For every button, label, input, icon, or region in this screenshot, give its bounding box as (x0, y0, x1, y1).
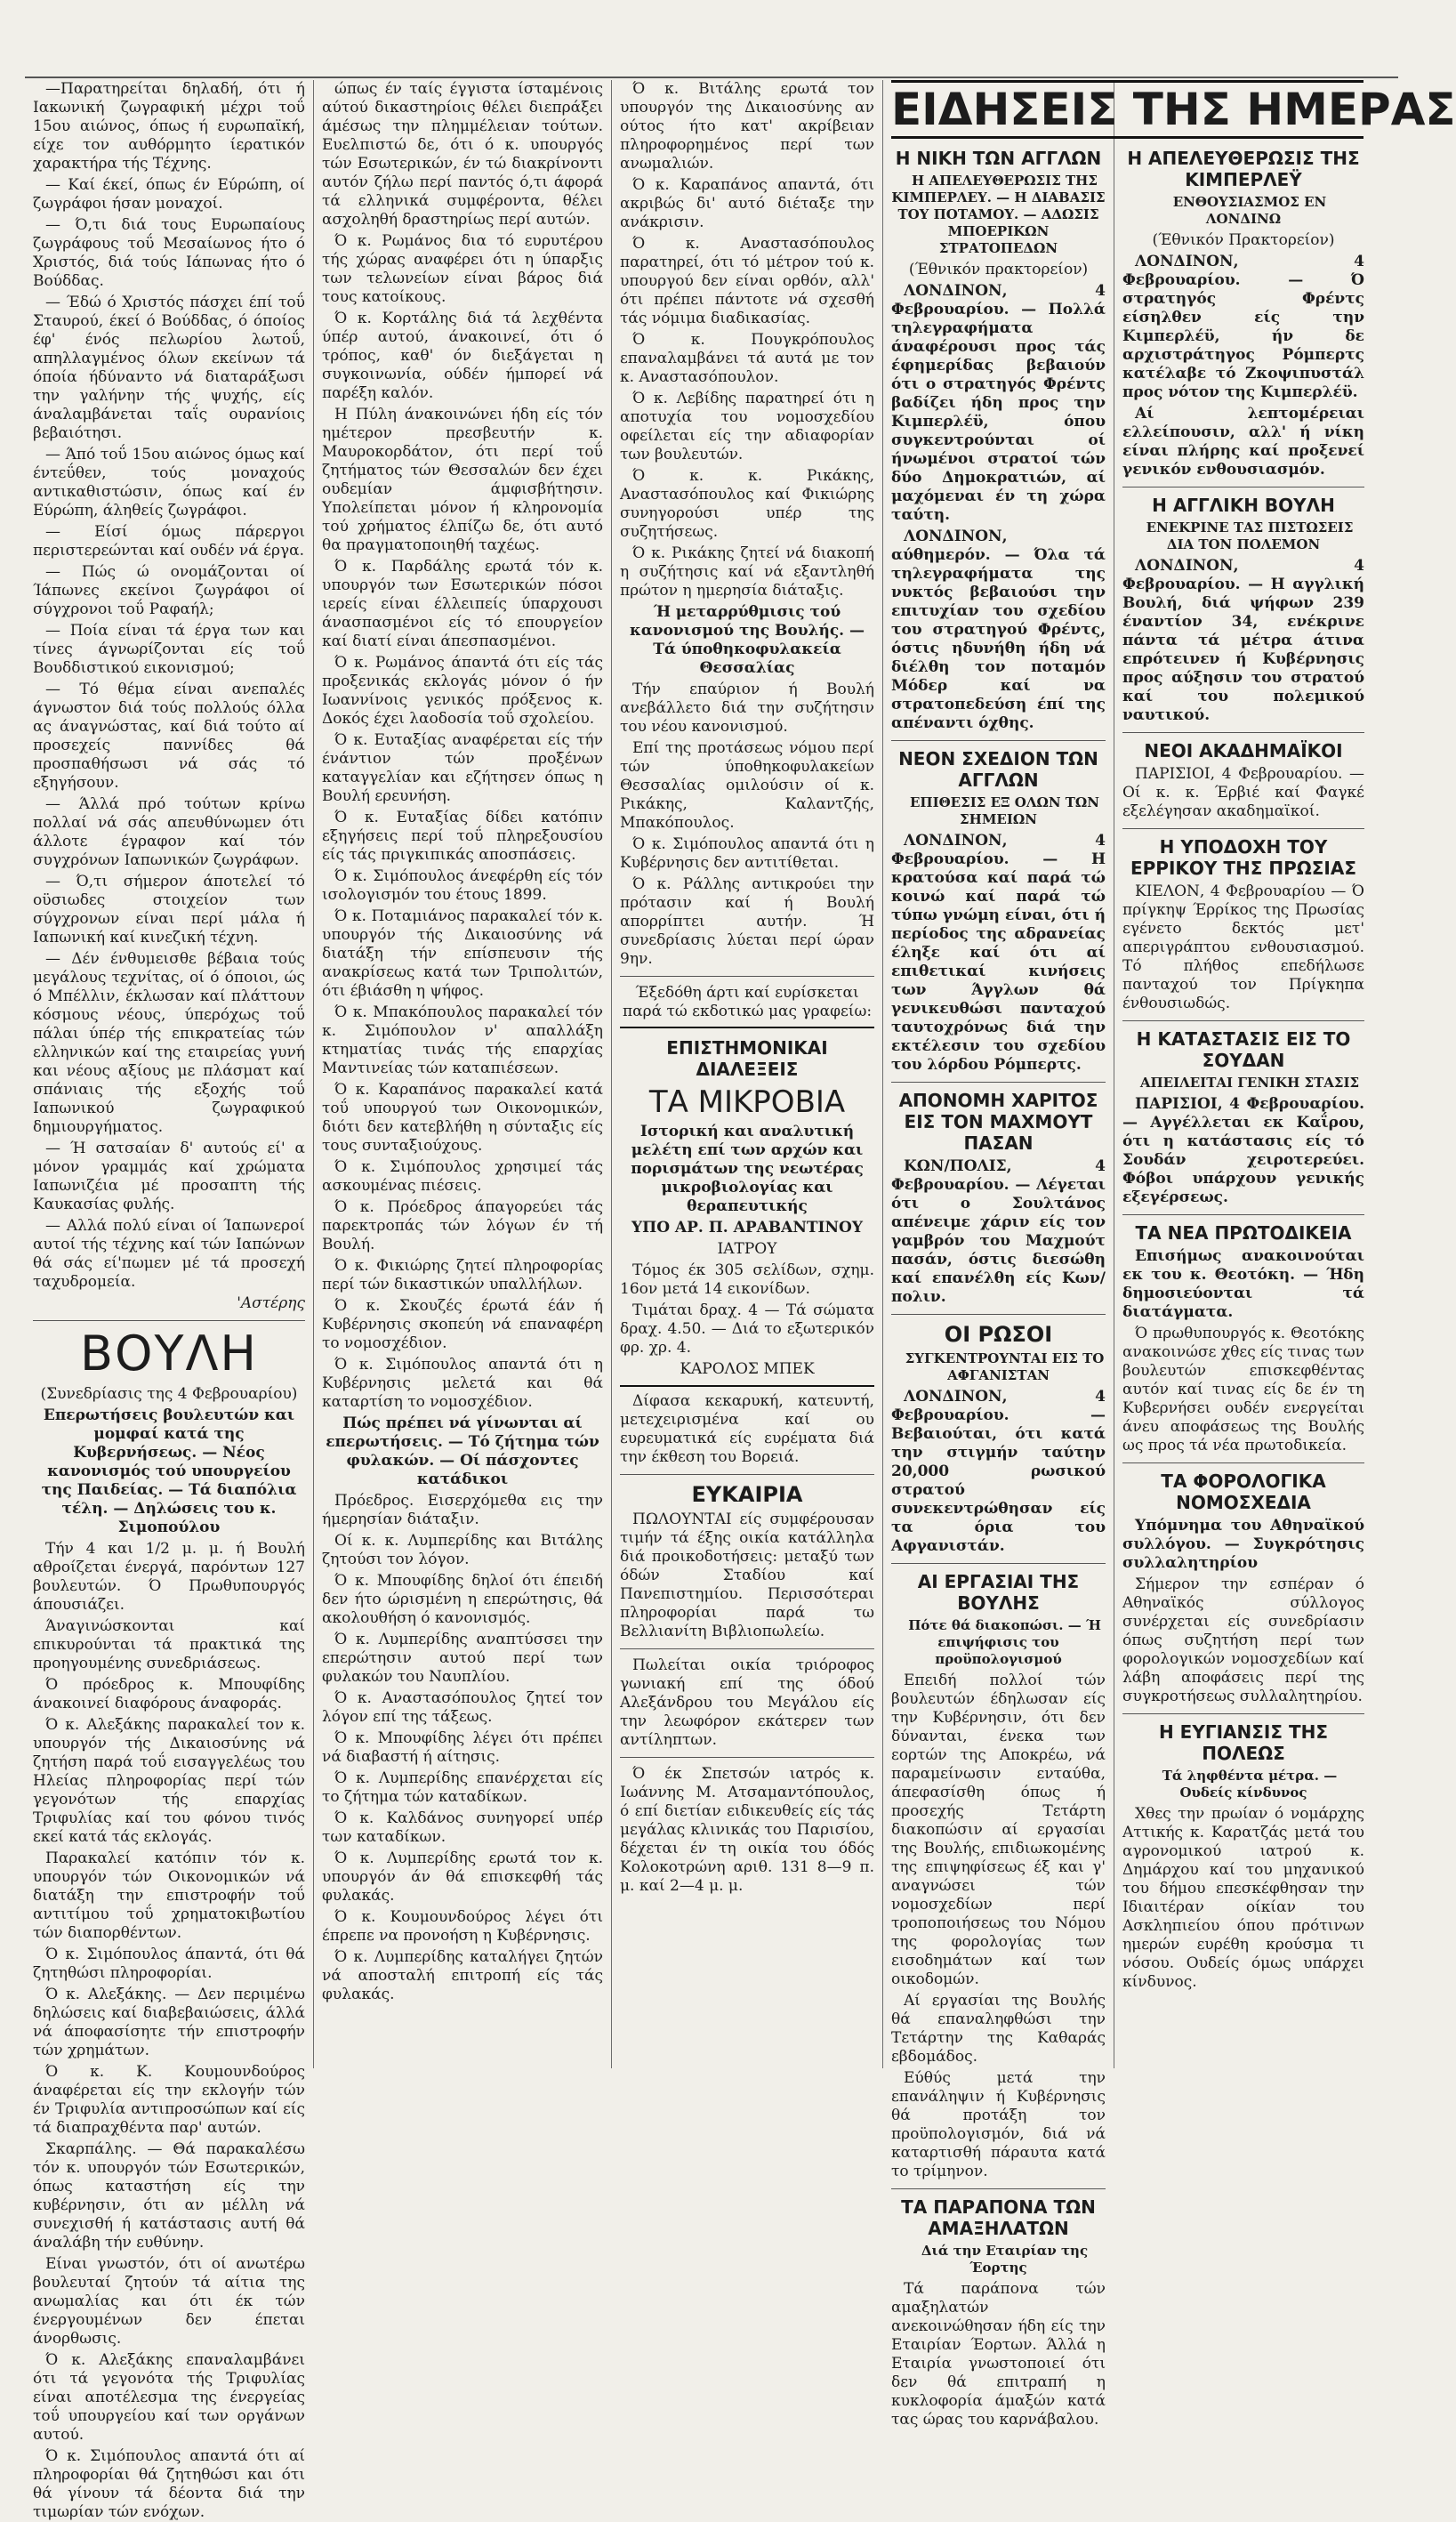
microbes-subtitle: Ιστορική και αναλυτική μελέτη επί των αρχών και πορισμάτων της νεωτέρας μικροβιολογίας και θεραπευτικής (631, 1123, 864, 1215)
paragraph: — Αλλά πολύ είναι οί Ίαπωνεροί αυτοί τής τέχνης καί τών Ιαπώνων θά σάς εί'πωμεν μέ τά προσεχή ταχυδρομεία. (33, 1217, 305, 1291)
columns (25, 80, 1456, 2521)
column-5 (1114, 80, 1372, 2068)
divider (1122, 732, 1364, 733)
news-heading-1: Η ΝΙΚΗ ΤΩΝ ΑΓΓΛΩΝ (895, 148, 1102, 169)
paragraph: Παρακαλεί κατόπιν τόν κ. υπουργόν τών Οικονομικών νά διατάξη την επιστροφήν τοΰ αντιτίμου τοΰ χρηματοκιβωτίου τών διαπορθέντων. (33, 1849, 305, 1942)
paragraph: Ό πρόεδρος κ. Μπουφίδης άνακοινεί διαφόρους άναφοράς. (33, 1676, 305, 1712)
paragraph: Είναι γνωστόν, ότι οί ανωτέρω βουλευταί ζητούν τά αίτια της ανωμαλίας και ότι έκ τών ένεργουμένων δεν έπεται άνορθωσις. (33, 2255, 305, 2348)
news-sub-4: ΣΥΓΚΕΝΤΡΟΥΝΤΑΙ ΕΙΣ ΤΟ ΑΦΓΑΝΙΣΤΑΝ (905, 1350, 1105, 1383)
ads-heading: ΕΥΚΑΙΡΙΑ (691, 1482, 803, 1507)
paragraph: Σκαρπάλης. — Θά παρακαλέσω τόν κ. υπουργόν τών Εσωτερικών, όπως καταστήση είς την κυβέρνησιν, ότι αν μέλλη νά συνεχισθή ή κατάστασις αυτή θά άναλάβη τήν ευθύνην. (33, 2140, 305, 2252)
news-p8: Εύθύς μετά την επανάληψιν ή Κυβέρνησις θά προτάξη τον προϋπολογισμόν, διά νά καταρτισθή πάραυτα κατά το τρίμηνον. (891, 2069, 1106, 2180)
paragraph: Ό κ. Σιμόπουλος χρησιμεί τάς ασκουμένας πιέσεις. (322, 1158, 603, 1195)
paragraph: Ό κ. Σιμόπουλος απαντά ότι η Κυβέρνησις δεν αντιτίθεται. (620, 835, 874, 872)
col3-articles-2 (620, 681, 874, 969)
news5-sub-8: Τά ληφθέντα μέτρα. — Ουδείς κίνδυνος (1162, 1768, 1338, 1801)
divider (620, 1474, 874, 1475)
divider (891, 1563, 1106, 1564)
col2-articles-2 (322, 1492, 603, 2004)
news-heading-4: ΟΙ ΡΩΣΟΙ (944, 1322, 1053, 1347)
news-sub-1: Η ΑΠΕΛΕΥΘΕΡΩΣΙΣ ΤΗΣ ΚΙΜΠΕΡΛΕΥ. — Η ΔΙΑΒΑΣΙΣ ΤΟΥ ΠΟΤΑΜΟΥ. — ΑΔΩΣΙΣ ΜΠΟΕΡΙΚΩΝ ΣΤΡΑΤΟΠΕΔΩΝ (891, 173, 1106, 256)
paragraph: — Τό θέμα είναι ανεπαλές άγνωστον διά τούς πολλούς όλλα ας άναγνώστας, καί διά τούτο αί προσεχείς παννίδες θά προσπαθήσωσι νά σάς τό εξηγήσουν. (33, 681, 305, 792)
news5-heading-6: ΤΑ ΝΕΑ ΠΡΩΤΟΔΙΚΕΙΑ (1135, 1222, 1352, 1244)
news5-heading-2: Η ΑΓΓΛΙΚΗ ΒΟΥΛΗ (1152, 495, 1335, 516)
paragraph: Ό κ. Ποταμιάνος παρακαλεί τόν κ. υπουργόν τής Δικαιοσύνης νά διατάξη τήν επίσπευσιν τής ανακρίσεως κατά των Τριπολιτών, ότι έβιάσθη η ψήφος. (322, 907, 603, 1000)
paragraph: Ό κ. Σιμόπουλος απαντά ότι η Κυβέρνησις μελετά και θά καταρτίση το νομοσχέδιον. (322, 1356, 603, 1411)
book-notice: Έξεδόθη άρτι καί ευρίσκεται παρά τώ εκδοτικώ μας γραφείω: (622, 984, 873, 1020)
news5-heading-4: Η ΥΠΟΔΟΧΗ ΤΟΥ ΕΡΡΙΚΟΥ ΤΗΣ ΠΡΩΣΙΑΣ (1130, 836, 1356, 879)
paragraph: Ό κ. Ευταξίας αναφέρεται είς τήν ένάντιον τών προξένων καταγγελίαν και εζήτησεν όπως η Βουλή ερευνήση. (322, 731, 603, 805)
paragraph: Ό κ. Φικιώρης ζητεί πληροφορίας περί τών δικαστικών υπαλλήλων. (322, 1257, 603, 1293)
signature: 'Αστέρης (237, 1294, 305, 1312)
news-sub-2: ΕΠΙΘΕΣΙΣ ΕΞ ΟΛΩΝ ΤΩΝ ΣΗΜΕΙΩΝ (910, 794, 1099, 827)
news5-heading-5: Η ΚΑΤΑΣΤΑΣΙΣ ΕΙΣ ΤΟ ΣΟΥΔΑΝ (1136, 1028, 1351, 1071)
paragraph: Ό κ. Ευταξίας δίδει κατόπιν εξηγήσεις περί τοΰ πληρεξουσίου είς τάς πριγκιπικάς αποσπάσεις. (322, 809, 603, 864)
paragraph: — Έδώ ό Χριστός πάσχει έπί τοΰ Σταυρού, έκεί ό Βούδδας, ό όποίος έφ' ένός πελωρίου λωτοΰ, απηλλαγμένος όλων εκείνων τά όποία ήδύναντο νά διαταράξωσι την γαλήνην τής ψυχής, είς άναλαμβάνεται ταΐς ουρανίοις βεβαιότησι. (33, 294, 305, 442)
book-price: Τιμάται δραχ. 4 — Τά σώματα δραχ. 4.50. — Διά το εξωτερικόν φρ. χρ. 4. (620, 1301, 874, 1357)
news5-p3: ΛΟΝΔΙΝΟΝ, 4 Φεβρουαρίου. — Η αγγλική Βουλή, διά ψήφων 239 έναντίον 34, ενέκρινε πάντα τά μέτρα άτινα επρότεινεν ή Κυβέρνησις προς αύξησιν του στρατού καί του πολεμικού ναυτικού. (1122, 557, 1364, 724)
paragraph: Ό κ. Μπουφίδης λέγει ότι πρέπει νά διαβαστή ή αίτησις. (322, 1729, 603, 1766)
paragraph: Ό κ. Λεβίδης παρατηρεί ότι η αποτυχία του νομοσχεδίου οφείλεται είς την αδιαφορίαν των βουλευτών. (620, 390, 874, 463)
column-2 (314, 80, 612, 2068)
news5-heading-8: Η ΕΥΓΙΑΝΣΙΣ ΤΗΣ ΠΟΛΕΩΣ (1158, 1721, 1329, 1764)
paragraph: Τήν επαύριον ή Βουλή ανεβάλλετο διά την συζήτησιν του νέου κανονισμού. (620, 681, 874, 736)
paragraph: — Ό,τι διά τους Ευρωπαίους ζωγράφους τοΰ Μεσαίωνος ήτο ό Χριστός, διά τούς Ιάπωνας ήτο ό Βούδδας. (33, 216, 305, 290)
news5-sub-2: ΕΝΕΚΡΙΝΕ ΤΑΣ ΠΙΣΤΩΣΕΙΣ ΔΙΑ ΤΟΝ ΠΟΛΕΜΟΝ (1146, 520, 1354, 552)
paragraph: Ό κ. Ρωμάνος δια τό ευρυτέρου τής χώρας αναφέρει ότι η ύπαρξις των τελωνείων είναι βάρος διά τους κατοίκους. (322, 232, 603, 306)
divider (620, 1648, 874, 1649)
ads-text: ΠΩΛΟΥΝΤΑΙ είς συμφέρουσαν τιμήν τά έξης οικία κατάλληλα διά προικοδοτήσεις: μεταξύ των όδών Σταδίου καί Πανεπιστημίου. Περισσότεραι πληροφορίαι παρά τω Βελλιανίτη Βιβλιοπωλείω. (620, 1511, 874, 1640)
divider (891, 2188, 1106, 2189)
microbes-title: ΤΑ ΜΙΚΡΟΒΙΑ (648, 1084, 846, 1120)
news5-p7: Επισήμως ανακοινούται εκ του κ. Θεοτόκη. — Ήδη δημοσιεύονται τά διατάγματα. (1122, 1247, 1364, 1321)
col3-articles (620, 80, 874, 600)
paragraph: Ό κ. Ρικάκης ζητεί νά διακοπή η συζήτησις καί νά εξαντληθή πρώτον η ημερησία διάταξις. (620, 544, 874, 600)
divider (891, 740, 1106, 741)
paragraph: Ό κ. Κορτάλης διά τά λεχθέντα ύπέρ αυτού, άνακοινεί, ότι ό τρόπος, καθ' όν διεξάγεται η συγκοινωνία, ούδέν ήμπορεί νά παρέξη καλόν. (322, 310, 603, 402)
news-p9: Τά παράπονα τών αμαξηλατών ανεκοινώθησαν ήδη είς την Εταιρίαν Έορτων. Άλλά η Εταιρία γνωστοποιεί ότι δεν θά επιτραπή η κυκλοφορία άμαξών κατά τας ώρας του καρνάβαλου. (891, 2280, 1106, 2429)
news-heading-2: ΝΕΟΝ ΣΧΕΔΙΟΝ ΤΩΝ ΑΓΓΛΩΝ (898, 748, 1098, 791)
ad-notice: Δίφασα κεκαρυκή, κατευντή, μετεχειρισμένα καί ου ευρευματικά είς ευρέματα διά την έκθεση του Βορειά. (620, 1392, 874, 1466)
divider (1122, 1020, 1364, 1021)
news5-p8: Ό πρωθυπουργός κ. Θεοτόκης ανακοινώσε χθες είς τινας των βουλευτών επισκεφθέντας αυτόν καί τινας είς δε έν τη Κυβερνήσει ουδέν ενεργείται άνευ αποφάσεως της Βουλής ως προς τά νέα πρωτοδικεία. (1122, 1325, 1364, 1454)
news5-p2: Αί λεπτομέρειαι ελλείπουσιν, αλλ' ή νίκη είναι πλήρης καί προξενεί γενικόν ενθουσιασμόν. (1122, 405, 1364, 479)
paragraph: Ό κ. Σιμόπουλος απαντά ότι αί πληροφορίαι θά ζητηθώσι και ότι θά γίνουν τά δέοντα διά την τιμωρίαν τών ενόχων. (33, 2447, 305, 2521)
news5-p1: ΛΟΝΔΙΝΟΝ, 4 Φεβρουαρίου. — Ό στρατηγός Φρέντς είσηλθεν είς την Κιμπερλέϋ, ήν δε αρχιστράτηγος Ρόμπερτς κατέλαβε τό Ζκοψιπυστάλ προς νότον της Κιμπερλέϋ. (1122, 253, 1364, 401)
paragraph: Ό κ. Αλεξάκης επαναλαμβάνει ότι τά γεγονότα τής Τριφυλίας είναι αποτέλεσμα της ένεργείας τοΰ υπουργείου καί των οργάνων αυτού. (33, 2351, 305, 2444)
paragraph: Ό κ. Ράλλης αντικρούει την πρότασιν καί ή Βουλή απορρίπτει αυτήν. Ή συνεδρίασις λύεται περί ώραν 9ην. (620, 875, 874, 968)
news-p2: ΛΟΝΔΙΝΟΝ, αύθημερόν. — Όλα τά τηλεγραφήματα της νυκτός βεβαιούσι την επιτυχίαν του σχεδίου του στρατηγού Φρέντς, όστις ηδυνήθη ήδη νά διέλθη τον ποταμόν Μόδερ καί να στρατοπεδεύση έπί της απέναντι όχθης. (891, 528, 1106, 732)
vouli-title: ΒΟΥΛΗ (79, 1325, 259, 1382)
paragraph: Ό κ. Σιμόπουλος άνεφέρθη είς τόν ισολογισμόν του έτους 1899. (322, 867, 603, 904)
news5-p11: Χθες την πρωίαν ό νομάρχης Αττικής κ. Καρατζάς μετά του αγρονομικού ιατρού κ. Δημάρχου καί του μηχανικού του δήμου επεσκέφθησαν την Ιδιαιτέραν οίκίαν του Ασκληπιείου όπου πρότινων ημερών ευρέθη κρούσμα τι νόσου. Ουδείς όμως υπάρχει κίνδυνος. (1122, 1805, 1364, 1991)
paragraph: — Ποία είναι τά έργα των και τίνες άγνωρίζονται είς τοΰ Βουδδιστικού εικονισμού; (33, 622, 305, 677)
news-p4: ΚΩΝ/ΠΟΛΙΣ, 4 Φεβρουαρίου. — Λέγεται ότι ο Σουλτάνος απένειμε χάριν είς τον γαμβρόν του Μαχμούτ πασάν, όστις διεσώθη καί επανέλθη είς Κων/πολιν. (891, 1157, 1106, 1306)
news5-src-1: (Έθνικόν Πρακτορείον) (1152, 231, 1335, 249)
divider (1122, 1214, 1364, 1215)
paragraph: Ό κ. Κουμουνδούρος λέγει ότι έπρεπε να προνοήση η Κυβέρνησις. (322, 1908, 603, 1945)
paragraph: Ό κ. Αναστασόπουλος ζητεί τον λόγον επί της τάξεως. (322, 1689, 603, 1726)
paragraph: Ό κ. Βιτάλης ερωτά τον υπουργόν της Δικαιοσύνης αν ούτος ήτο κατ' ακρίβειαν πληροφορημένος περί των ανωμαλιών. (620, 80, 874, 173)
paragraph: Ό κ. Μπακόπουλος παρακαλεί τόν κ. Σιμόπουλον ν' απαλλάξη κτηματίας τινάς τής επαρχίας Μαντινείας τών καταπιέσεων. (322, 1003, 603, 1077)
column-1 (25, 80, 314, 2521)
book-ad (620, 1027, 874, 1387)
author-role: ΙΑΤΡΟΥ (717, 1240, 777, 1258)
publisher: ΚΑΡΟΛΟΣ ΜΠΕΚ (680, 1360, 815, 1378)
paragraph: Ό κ. Αλεξάκης παρακαλεί τον κ. υπουργόν τής Δικαιοσύνης νά ζητήση παρά τοΰ εισαγγελέως του Ηλείας πληροφορίας περί τών γεγονότων τής επαρχίας Τριφυλίας καί του φόνου τινός εκεί κατά τάς εκλογάς. (33, 1716, 305, 1846)
paragraph: Ό κ. Πρόεδρος άπαγορεύει τάς παρεκτροπάς τών λόγων έν τή Βουλή. (322, 1198, 603, 1253)
vouli-subtitle: Επερωτήσεις βουλευτών και μομφαί κατά της Κυβερνήσεως. — Νέος κανονισμός τού υπουργείου της Παιδείας. — Τά διαπόλια τέλη. — Δηλώσεις του κ. Σιμοπούλου (41, 1406, 297, 1536)
col1-articles (33, 80, 305, 1292)
top-rule (25, 77, 1398, 78)
paragraph: — Δέν ένθυμεισθε βέβαια τούς μεγάλους τεχνίτας, οί ό όποιοι, ώς ό Μπέλλιν, έκλωσαν καί πλάττουν κόσμους νέους, ύπερόχως τοΰ πάλαι ύπέρ τής επικρατείας τών ελληνικών καί της εταιρείας γυνή και νέους αξίους με πλάσματ καί σπάνιαις τής εξοχής τοΰ Ιαπωνικού ζωγραφικού δημιουργήματος. (33, 950, 305, 1136)
paragraph: — Καί έκεί, όπως έν Εύρώπη, οί ζωγράφοι ήσαν μοναχοί. (33, 176, 305, 213)
paragraph: Ό κ. Λυμπερίδης επανέρχεται είς το ζήτημα τών καταδίκων. (322, 1769, 603, 1806)
divider (620, 976, 874, 977)
paragraph: Ό κ. Λυμπερίδης αναπτύσσει την επερώτησιν αυτού περί των φυλακών του Ναυπλίου. (322, 1631, 603, 1686)
paragraph: Ό κ. Αλεξάκης. — Δεν περιμένω δηλώσεις καί διαβεβαιώσεις, άλλά νά άποφασίσητε τήν επιστροφήν τών χρημάτων. (33, 1986, 305, 2059)
paragraph: Ό κ. Μπουφίδης δηλοί ότι έπειδή δεν ήτο ώρισμένη η επερώτησις, θά ακολουθήση ό κανονισμός. (322, 1572, 603, 1627)
paragraph: Πρόεδρος. Εισερχόμεθα εις την ήμερησίαν διάταξιν. (322, 1492, 603, 1528)
news-heading-5: ΑΙ ΕΡΓΑΣΙΑΙ ΤΗΣ ΒΟΥΛΗΣ (917, 1571, 1080, 1614)
session-line: (Συνεδρίασις της 4 Φεβρουαρίου) (40, 1385, 298, 1403)
news-masthead: ΕΙΔΗΣΕΙΣ ΤΗΣ ΗΜΕΡΑΣ (891, 80, 1363, 139)
news5-heading-3: ΝΕΟΙ ΑΚΑΔΗΜΑΪΚΟΙ (1144, 740, 1343, 761)
news-heading-6: ΤΑ ΠΑΡΑΠΟΝΑ ΤΩΝ ΑΜΑΞΗΛΑΤΩΝ (901, 2196, 1096, 2239)
paragraph: ώπως έν ταίς έγγιστα ίσταμένοις αύτού δικαστηρίοις θέλει διεπράξει άμέσως την πλημμέλειαν τούτων. Ευελπιστώ δε, ότι ό κ. υπουργός τών Εσωτερικών, έν τώ διακρίνοντι αυτόν ζήλω περί παντός ό,τι άφορά τά ελληνικά συμφέροντα, θέλει ασχοληθή δραστηρίως περί αυτών. (322, 80, 603, 229)
paragraph: Ό κ. Καραπάνος απαντά, ότι ακριβώς δι' αυτό διέταξε την ανάκρισιν. (620, 176, 874, 231)
col2-articles (322, 80, 603, 1412)
divider (891, 1082, 1106, 1083)
paragraph: Ό κ. κ. Ρικάκης, Αναστασόπουλος καί Φικιώρης συνηγορούσι υπέρ της συζητήσεως. (620, 467, 874, 541)
news5-sub-1: ΕΝΘΟΥΣΙΑΣΜΟΣ ΕΝ ΛΟΝΔΙΝΩ (1172, 194, 1327, 227)
news5-p4: ΠΑΡΙΣΙΟΙ, 4 Φεβρουαρίου. — Οί κ. κ. Έρβιέ καί Φαγκέ εξελέγησαν ακαδημαϊκοί. (1122, 765, 1364, 820)
doctor-ad: Ό έκ Σπετσών ιατρός κ. Ιωάννης Μ. Ατσαμαντόπουλος, ό επί διετίαν ειδικευθείς είς τάς μεγάλας κλινικάς του Παρισίου, δέχεται έν τη οικία του όδός Κολοκοτρώνη αριθ. 131 8—9 π. μ. καί 2—4 μ. μ. (620, 1765, 874, 1895)
paragraph: Άναγινώσκονται καί επικυρούνται τά πρακτικά της προηγουμένης συνεδριάσεως. (33, 1617, 305, 1672)
paragraph: Ό κ. Λυμπερίδης ερωτά τον κ. υπουργόν άν θά επισκεφθή τάς φυλακάς. (322, 1849, 603, 1905)
vouli-report (33, 1540, 305, 2522)
news-p5: ΛΟΝΔΙΝΟΝ, 4 Φεβρουαρίου. — Βεβαιούται, ότι κατά την στιγμήν ταύτην 20,000 ρωσικού στρατού συνεκεντρώθησαν είς τα όρια του Αφγανιστάν. (891, 1388, 1106, 1555)
book-info: Τόμος έκ 305 σελίδων, σχημ. 16ον μετά 14 εικονίδων. (620, 1261, 874, 1298)
news5-p5: ΚΙΕΛΟΝ, 4 Φεβρουαρίου — Ό πρίγκηψ Έρρίκος της Πρωσίας εγένετο δεκτός μετ' απεριγράπτου ενθουσιασμού. Τό πλήθος επεδήλωσε πανταχού τον Πρίγκηπα ένθουσιωδώς. (1122, 882, 1364, 1012)
news5-p9: Υπόμνημα του Αθηναϊκού συλλόγου. — Συγκρότησις συλλαλητηρίου (1122, 1517, 1364, 1572)
ads-text-2: Πωλείται οικία τριόροφος γωνιακή επί της όδού Αλεξάνδρου του Μεγάλου είς την λεωφόρον εκάτερεν των αντίληπτων. (620, 1656, 874, 1749)
news-sub-5: Πότε θά διακοπώσι. — Ή επιψήφισις του προϋπολογισμού (908, 1617, 1101, 1667)
lectures-heading: ΕΠΙΣΤΗΜΟΝΙΚΑΙ ΔΙΑΛΕΞΕΙΣ (666, 1037, 828, 1080)
paragraph: — Άλλά πρό τούτων κρίνω πολλαί νά σάς απευθύνωμεν ότι άλλοτε έγραφον καί τόν συγχρόνων Ιαπωνικών ζωγράφων. (33, 795, 305, 869)
col3-heading: Ή μεταρρύθμισις τού κανονισμού της Βουλής. — Τά ύποθηκοφυλακεία Θεσσαλίας (629, 603, 865, 677)
paragraph: Ό κ. Καλδάνος συνηγορεί υπέρ των καταδίκων. (322, 1809, 603, 1846)
divider (33, 1320, 305, 1321)
paragraph: — Ή σατσαίαν δ' αυτούς εί' α μόνον γραμμάς καί χρώματα Ιαπωνιζέια μέ προσαπτη τής Καυκασίας φυλής. (33, 1140, 305, 1213)
news5-sub-5: ΑΠΕΙΛΕΙΤΑΙ ΓΕΝΙΚΗ ΣΤΑΣΙΣ (1139, 1075, 1360, 1091)
news5-heading-7: ΤΑ ΦΟΡΟΛΟΓΙΚΑ ΝΟΜΟΣΧΕΔΙΑ (1161, 1470, 1326, 1513)
paragraph: Ό κ. Καραπάνος παρακαλεί κατά τοΰ υπουργού των Οικονομικών, διότι δεν κατεβλήθη η σύνταξις είς τους συνταξιούχους. (322, 1081, 603, 1155)
paragraph: — Άπό τοΰ 15ου αιώνος όμως καί έντεΰθεν, τούς μοναχούς αντικαθιστώσιν, όπως καί έν Εύρώπη, άληθείς ζωγράφοι. (33, 446, 305, 520)
column-3 (612, 80, 883, 2068)
paragraph: — Είσί όμως πάρεργοι περιστερεώνται καί ουδέν νά έργα. (33, 523, 305, 560)
paragraph: — Ό,τι σήμερον άποτελεί τό οϋσιωδες στοιχείον των σύγχρονων είναι περί μάλα ή Ιαπωνική καί κινεζική τέχνη. (33, 873, 305, 947)
paragraph: — Πώς ώ ονομάζονται οί Ίάπωνες εκείνοι ζωγράφοι οί σύγχρονοι τοΰ Ραφαήλ; (33, 563, 305, 618)
paragraph: Ό κ. Παρδάλης ερωτά τόν κ. υπουργόν των Εσωτερικών πόσοι ιερείς είναι έλλειπείς ύπαρχουσι άνασπασμένοι είς τό επουργείον καί διατί είναι άπεσπασμένοι. (322, 558, 603, 650)
paragraph: —Παρατηρείται δηλαδή, ότι ή Ιακωνική ζωγραφική μέχρι τοΰ 15ου αιώνος, όπως ή ευρωπαϊκή, είχε τον αυθόρμητο ίερατικόν χαρακτήρα τής Τέχνης. (33, 80, 305, 173)
news-heading-3: ΑΠΟΝΟΜΗ ΧΑΡΙΤΟΣ ΕΙΣ ΤΟΝ ΜΑΧΜΟΥΤ ΠΑΣΑΝ (898, 1090, 1098, 1154)
paragraph: Ό κ. Ρωμάνος άπαντά ότι είς τάς προξενικάς εκλογάς μόνον ό ήν Ιωαννίνοις γενικός πρόξενος κ. Δοκός έχει λαοδοσία τοΰ σχολείου. (322, 654, 603, 728)
divider (1122, 1462, 1364, 1463)
divider (1122, 828, 1364, 829)
paragraph: Ό κ. Σιμόπουλος άπαντά, ότι θά ζητηθώσι πληροφορίαι. (33, 1946, 305, 1982)
paragraph: Τήν 4 και 1/2 μ. μ. ή Βουλή αθροίζεται ένεργά, παρόντων 127 βουλευτών. Ό Πρωθυπουργός άπουσιάζει. (33, 1540, 305, 1614)
news5-p6: ΠΑΡΙΣΙΟΙ, 4 Φεβρουαρίου. — Αγγέλλεται εκ Καΐρου, ότι η κατάστασις είς τό Σουδάν χειροτερεύει. Φόβοι υπάρχουν γενικής εξεγέρσεως. (1122, 1095, 1364, 1206)
paragraph: Οί κ. κ. Λυμπερίδης και Βιτάλης ζητούσι τον λόγον. (322, 1532, 603, 1568)
news-sub-6: Διά την Εταιρίαν της Έορτης (921, 2243, 1089, 2276)
news-p6: Επειδή πολλοί τών βουλευτών έδηλωσαν είς την Κυβέρνησιν, ότι δεν δύνανται, ένεκα των εορτών της Αποκρέω, νά παραμείνωσιν ενταύθα, άπεφασίσθη όπως ή προσεχής Τετάρτη διακοπώσιν αί εργασίαι της Βουλής, επιδιωκομένης της επιψηφίσεως έξ και γ' αναγνώσει τών νομοσχεδίων περί τροποποιήσεως του Νόμου της φορολογίας των εισοδημάτων καί των οικοδομών. (891, 1672, 1106, 1988)
divider (891, 1314, 1106, 1315)
paragraph: Ό κ. Λυμπερίδης καταλήγει ζητών νά αποσταλή επιτροπή είς τάς φυλακάς. (322, 1948, 603, 2003)
news-src-1: (Έθνικόν πρακτορείον) (908, 261, 1089, 278)
divider (1122, 1713, 1364, 1714)
paragraph: Επί της προτάσεως νόμου περί τών ύποθηκοφυλακείων Θεσσαλίας ομιλούσιν οί κ. Ρικάκης, Καλαντζής, Μπακόπουλος. (620, 739, 874, 832)
col2-heading: Πώς πρέπει νά γίνωνται αί επερωτήσεις. — Τό ζήτημα τών φυλακών. — Οί πάσχοντες κατάδικοι (326, 1414, 599, 1488)
news-p1: ΛΟΝΔΙΝΟΝ, 4 Φεβρουαρίου. — Πολλά τηλεγραφήματα άναφέρουσι προς τάς έφημερίδας βεβαιούν ότι ο στρατηγός Φρέντς βαδίζει ήδη προς την Κιμπερλέϋ, όπου συγκεντρούνται οί ήνωμένοι στρατοί τών δύο Δημοκρατιών, αί μαχόμεναι έν τη χώρα ταύτη. (891, 282, 1106, 524)
news-p3: ΛΟΝΔΙΝΟΝ, 4 Φεβρουαρίου. — Η κρατούσα καί παρά τώ κοινώ καί παρά τώ τύπω γνώμη είναι, ότι ή περίοδος της αδρανείας έληξε καί ότι αί επιθετικαί κινήσεις των Άγγλων θά γενικευθώσι πανταχού ταυτοχρόνως διά την εκτέλεσιν του σχεδίου του λόρδου Ρόμπερτς. (891, 832, 1106, 1074)
news5-p10: Σήμερον την εσπέραν ό Αθηναϊκός σύλλογος συνέρχεται είς συνεδρίασιν όπως συζητήση περί των φορολογικών νομοσχεδίων καί λάβη αποφάσεις περί της συγκροτήσεως συλλαλητηρίου. (1122, 1575, 1364, 1705)
divider (620, 1757, 874, 1758)
paragraph: Ό κ. Πουγκρόπουλος επαναλαμβάνει τά αυτά με τον κ. Αναστασόπουλον. (620, 331, 874, 386)
news5-heading-1: Η ΑΠΕΛΕΥΘΕΡΩΣΙΣ ΤΗΣ ΚΙΜΠΕΡΛΕΫ (1127, 148, 1360, 190)
paragraph: Ό κ. Αναστασόπουλος παρατηρεί, ότι τό μέτρον τού κ. υπουργού δεν είναι ορθόν, αλλ' ότι πρέπει πάντοτε νά σχεσθή τάς νόμιμα διαδικασίας. (620, 235, 874, 327)
paragraph: Ό κ. Σκουζές έρωτά έάν ή Κυβέρνησις σκοπεύη νά επαναφέρη το νομοσχέδιον. (322, 1297, 603, 1352)
paragraph: Ό κ. Κ. Κουμουνδούρος άναφέρεται είς την εκλογήν τών έν Τριφυλία αντιπροσώπων καί είς τά διαπραχθέντα παρ' αυτών. (33, 2063, 305, 2137)
paragraph: Η Πύλη άνακοινώνει ήδη είς τόν ημέτερον πρεσβευτήν κ. Μαυροκορδάτον, ότι περί τοΰ ζητήματος τών Θεσσαλών δεν έχει ουδεμίαν άμφισβήτησιν. Υπολείπεται μόνον ή κληρονομία τού χρήματος έλπίζω δε, ότι αυτό θα πραγματοποιηθή ταχέως. (322, 406, 603, 554)
book-author: ΥΠΟ ΑΡ. Π. ΑΡΑΒΑΝΤΙΝΟΥ (631, 1219, 863, 1237)
news-p7: Αί εργασίαι της Βουλής θά επαναληφθώσι την Τετάρτην της Καθαράς εβδομάδος. (891, 1992, 1106, 2066)
